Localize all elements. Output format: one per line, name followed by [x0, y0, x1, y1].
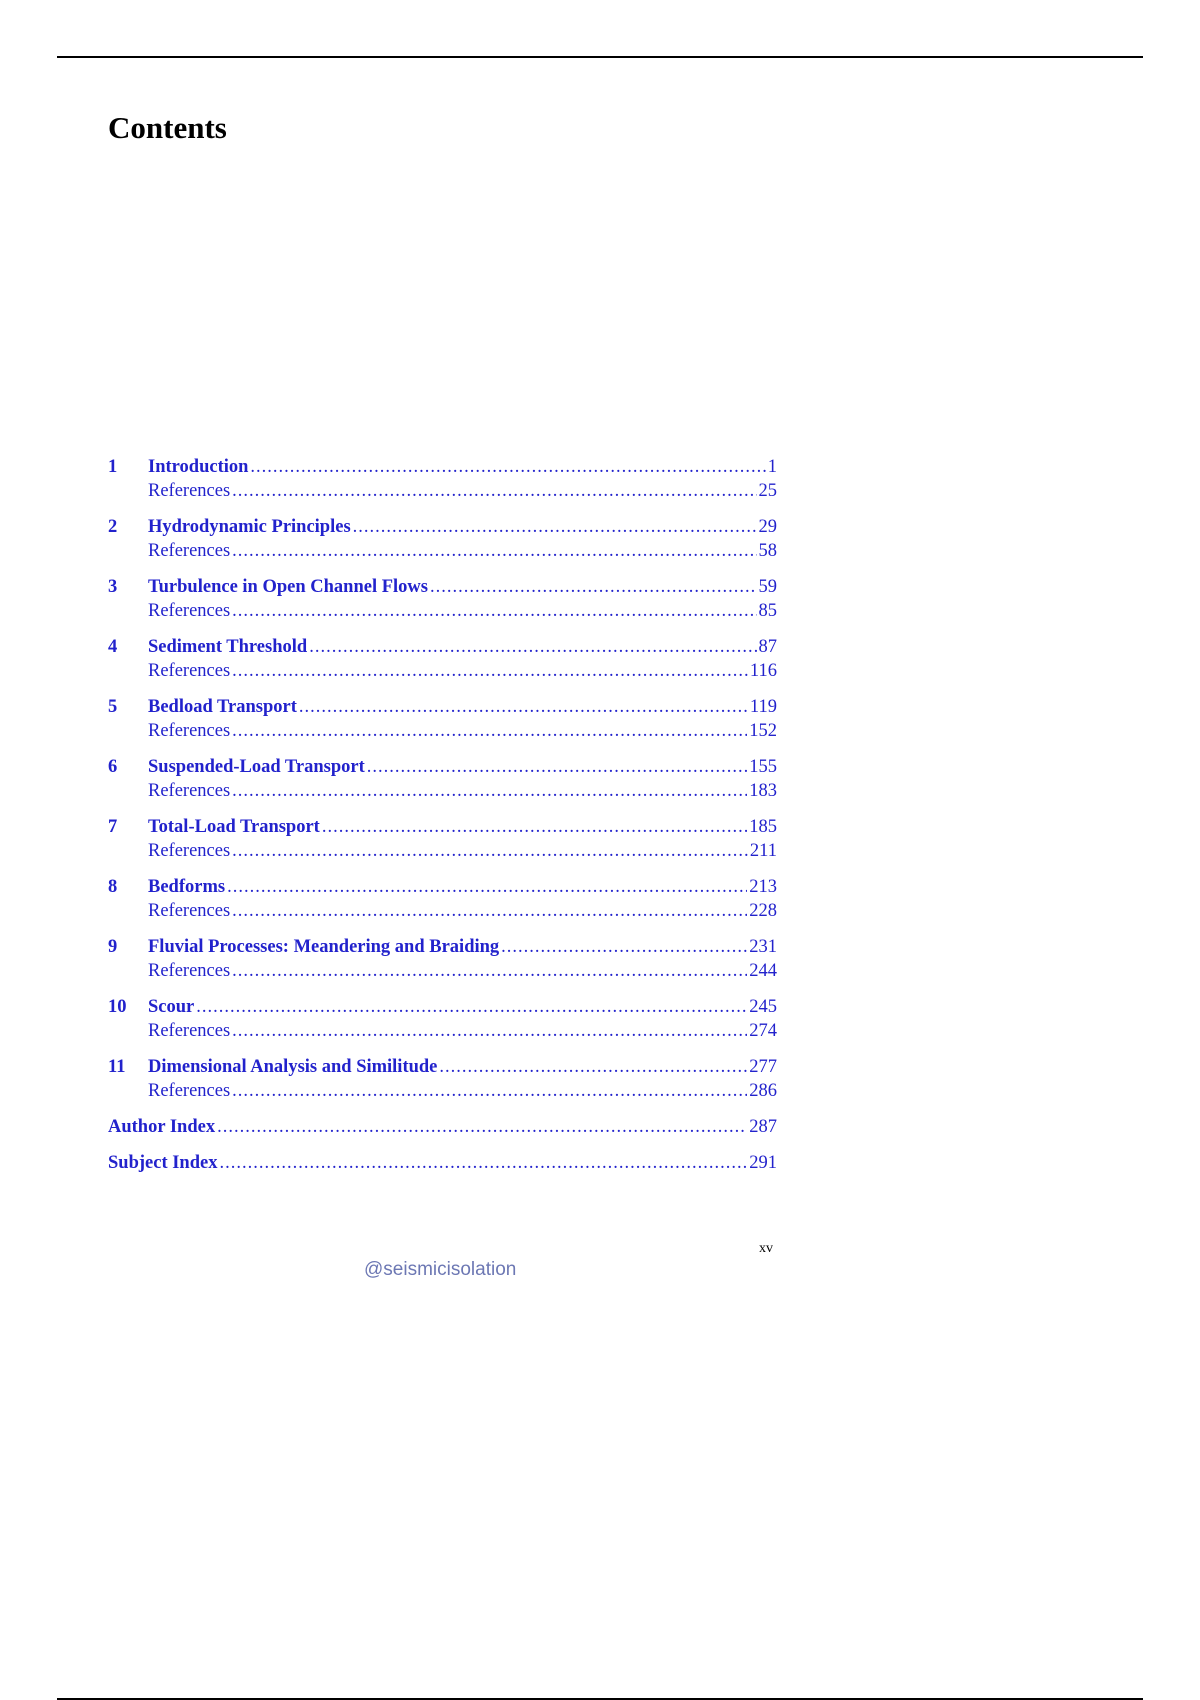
- toc-chapter-6: [108, 755, 777, 803]
- toc-entry[interactable]: [108, 635, 777, 659]
- dot-leader: [196, 995, 747, 1019]
- page-number-link[interactable]: 25: [758, 481, 777, 501]
- chapter-number: 9: [108, 937, 118, 957]
- table-of-contents: [108, 455, 777, 1175]
- dot-leader: [227, 875, 747, 899]
- dot-leader: [439, 1055, 747, 1079]
- page-number-link[interactable]: 116: [749, 661, 777, 681]
- dot-leader: [232, 719, 747, 743]
- toc-entry[interactable]: [108, 875, 777, 899]
- toc-entry[interactable]: [108, 575, 777, 599]
- page-number-link[interactable]: 213: [749, 877, 777, 897]
- page-number-link[interactable]: 29: [758, 517, 777, 537]
- page-number-link[interactable]: 59: [758, 577, 777, 597]
- chapter-number: 8: [108, 877, 118, 897]
- page-number-link[interactable]: 287: [749, 1117, 777, 1137]
- toc-references-entry[interactable]: [108, 1019, 777, 1043]
- dot-leader: [217, 1115, 747, 1139]
- toc-entry[interactable]: [108, 455, 777, 479]
- page-number-link[interactable]: 185: [749, 817, 777, 837]
- dot-leader: [232, 899, 747, 923]
- page-number-link[interactable]: 119: [749, 697, 777, 717]
- toc-chapter-10: [108, 995, 777, 1043]
- toc-entry[interactable]: [108, 995, 777, 1019]
- chapter-number: 3: [108, 577, 118, 597]
- watermark: @seismicisolation: [364, 1259, 517, 1280]
- references-link[interactable]: References: [148, 481, 231, 501]
- dot-leader: [430, 575, 757, 599]
- references-link[interactable]: References: [148, 601, 231, 621]
- toc-references-entry[interactable]: [108, 959, 777, 983]
- toc-chapter-5: [108, 695, 777, 743]
- references-link[interactable]: References: [148, 961, 231, 981]
- page-number-link[interactable]: 231: [749, 937, 777, 957]
- toc-references-entry[interactable]: [108, 779, 777, 803]
- toc-chapter-1: [108, 455, 777, 503]
- toc-chapter-8: [108, 875, 777, 923]
- top-rule: [57, 56, 1143, 58]
- references-link[interactable]: References: [148, 1021, 231, 1041]
- toc-chapter-4: [108, 635, 777, 683]
- toc-author-index[interactable]: [108, 1115, 777, 1139]
- page-number-link[interactable]: 274: [749, 1021, 777, 1041]
- dot-leader: [232, 1079, 747, 1103]
- dot-leader: [309, 635, 756, 659]
- chapter-number: 7: [108, 817, 118, 837]
- toc-entry[interactable]: [108, 815, 777, 839]
- page-number-link[interactable]: 286: [749, 1081, 777, 1101]
- dot-leader: [501, 935, 747, 959]
- dot-leader: [232, 479, 756, 503]
- references-link[interactable]: References: [148, 661, 231, 681]
- toc-entry[interactable]: [108, 515, 777, 539]
- references-link[interactable]: References: [148, 541, 231, 561]
- subject-index-link[interactable]: Subject Index: [108, 1153, 218, 1173]
- chapter-title-link[interactable]: Turbulence in Open Channel Flows: [148, 577, 428, 597]
- dot-leader: [353, 515, 757, 539]
- toc-chapter-2: [108, 515, 777, 563]
- dot-leader: [299, 695, 748, 719]
- toc-chapter-11: [108, 1055, 777, 1103]
- page-number-link[interactable]: 183: [749, 781, 777, 801]
- chapter-title-link[interactable]: Bedforms: [148, 877, 226, 897]
- page-title: Contents: [108, 110, 227, 145]
- chapter-title-link[interactable]: Suspended-Load Transport: [148, 757, 365, 777]
- toc-references-entry[interactable]: [108, 719, 777, 743]
- chapter-number: 4: [108, 637, 118, 657]
- dot-leader: [219, 1151, 747, 1175]
- chapter-number: 2: [108, 517, 118, 537]
- toc-references-entry[interactable]: [108, 659, 777, 683]
- page-number-link[interactable]: 155: [749, 757, 777, 777]
- chapter-title-link[interactable]: Hydrodynamic Principles: [148, 517, 351, 537]
- dot-leader: [232, 1019, 747, 1043]
- dot-leader: [232, 659, 748, 683]
- toc-references-entry[interactable]: [108, 599, 777, 623]
- page-number-link[interactable]: 58: [758, 541, 777, 561]
- dot-leader: [322, 815, 747, 839]
- dot-leader: [232, 599, 756, 623]
- references-link[interactable]: References: [148, 841, 231, 861]
- page-number-link[interactable]: 277: [749, 1057, 777, 1077]
- toc-references-entry[interactable]: [108, 539, 777, 563]
- toc-chapter-7: [108, 815, 777, 863]
- page-number-link[interactable]: 211: [749, 841, 777, 861]
- chapter-number: 1: [108, 457, 118, 477]
- dot-leader: [367, 755, 747, 779]
- chapter-number: 5: [108, 697, 118, 717]
- dot-leader: [232, 539, 756, 563]
- toc-entry[interactable]: [108, 935, 777, 959]
- page-number-link[interactable]: 87: [758, 637, 777, 657]
- page-number-link[interactable]: 244: [749, 961, 777, 981]
- toc-chapter-9: [108, 935, 777, 983]
- toc-entry[interactable]: [108, 695, 777, 719]
- chapter-title-link[interactable]: Dimensional Analysis and Similitude: [148, 1057, 438, 1077]
- toc-entry[interactable]: [108, 755, 777, 779]
- chapter-title-link[interactable]: Total-Load Transport: [148, 817, 320, 837]
- page-number-link[interactable]: 152: [749, 721, 777, 741]
- chapter-number: 11: [108, 1057, 126, 1077]
- toc-references-entry[interactable]: [108, 899, 777, 923]
- toc-references-entry[interactable]: [108, 479, 777, 503]
- references-link[interactable]: References: [148, 781, 231, 801]
- dot-leader: [232, 839, 748, 863]
- dot-leader: [250, 455, 765, 479]
- toc-subject-index[interactable]: [108, 1151, 777, 1175]
- chapter-number: 10: [108, 997, 127, 1017]
- references-link[interactable]: References: [148, 1081, 231, 1101]
- page-number-link[interactable]: 85: [758, 601, 777, 621]
- chapter-title-link[interactable]: Fluvial Processes: Meandering and Braiding: [148, 937, 500, 957]
- dot-leader: [232, 959, 747, 983]
- page-number-link[interactable]: 245: [749, 997, 777, 1017]
- toc-chapter-3: [108, 575, 777, 623]
- dot-leader: [232, 779, 747, 803]
- chapter-title-link[interactable]: Scour: [148, 997, 195, 1017]
- toc-references-entry[interactable]: [108, 1079, 777, 1103]
- chapter-number: 6: [108, 757, 118, 777]
- toc-references-entry[interactable]: [108, 839, 777, 863]
- references-link[interactable]: References: [148, 901, 231, 921]
- author-index-link[interactable]: Author Index: [108, 1117, 216, 1137]
- references-link[interactable]: References: [148, 721, 231, 741]
- chapter-title-link[interactable]: Introduction: [148, 457, 249, 477]
- page-number: xv: [759, 1241, 773, 1256]
- page-number-link[interactable]: 228: [749, 901, 777, 921]
- page-number-link[interactable]: 1: [767, 457, 777, 477]
- chapter-title-link[interactable]: Sediment Threshold: [148, 637, 308, 657]
- toc-entry[interactable]: [108, 1055, 777, 1079]
- chapter-title-link[interactable]: Bedload Transport: [148, 697, 297, 717]
- page-number-link[interactable]: 291: [749, 1153, 777, 1173]
